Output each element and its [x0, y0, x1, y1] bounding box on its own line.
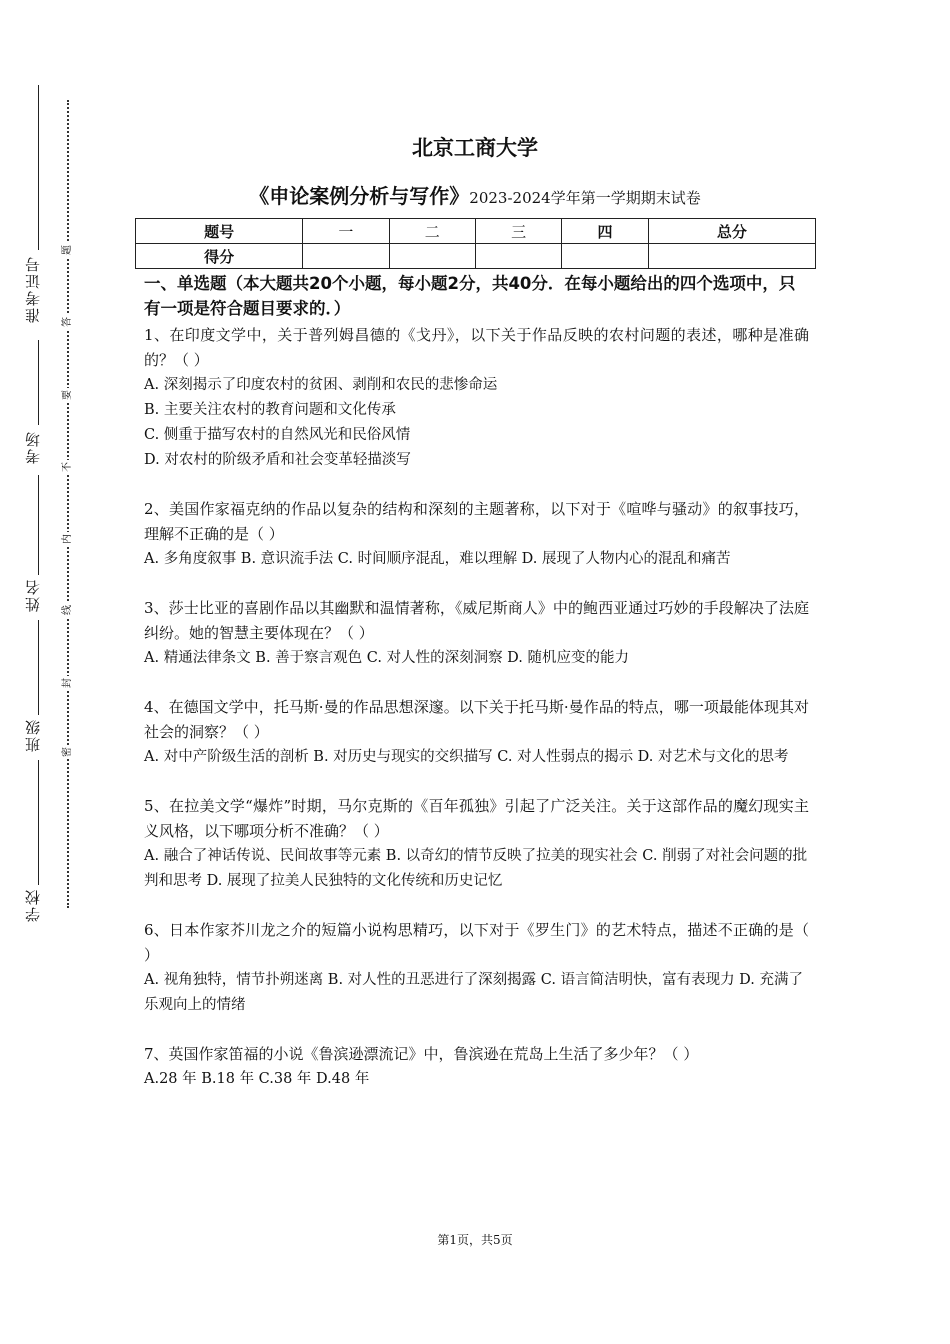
score-header-cell: 题号 [136, 219, 303, 244]
seal-dotted-line [67, 100, 69, 908]
question-stem: 1、在印度文学中，关于普列姆昌德的《戈丹》，以下关于作品反映的农村问题的表述，哪种是准确的？（ ） [144, 326, 809, 369]
term-label: 2023-2024学年第一学期期末试卷 [469, 189, 701, 207]
field-line [38, 760, 39, 885]
question-stem: 5、在拉美文学“爆炸”时期，马尔克斯的《百年孤独》引起了广泛关注。关于这部作品的魔幻现实主义风格，以下哪项分析不准确？（ ） [144, 797, 809, 840]
option: A. 对中产阶级生活的剖析 B. 对历史与现实的交织描写 C. 对人性弱点的揭示 D. 对艺术与文化的思考 [144, 749, 789, 765]
option: A. 融合了神话传说、民间故事等元素 B. 以奇幻的情节反映了拉美的现实社会 C. 削弱了对社会问题的批判和思考 D. 展现了拉美人民独特的文化传统和历史记忆 [144, 848, 808, 889]
score-header-cell: 总分 [648, 219, 815, 244]
seal-char: 内 [62, 534, 73, 544]
question-3 [144, 596, 809, 671]
score-cell [562, 244, 648, 269]
question-1 [144, 323, 809, 473]
option: A. 多角度叙事 B. 意识流手法 C. 时间顺序混乱，难以理解 D. 展现了人物内心的混乱和痛苦 [144, 551, 731, 567]
score-header-cell: 四 [562, 219, 648, 244]
section-title: 一、单选题（本大题共20个小题，每小题2分，共40分．在每小题给出的四个选项中，只有一项是符合题目要求的．） [144, 274, 796, 318]
question-stem: 2、美国作家福克纳的作品以复杂的结构和深刻的主题著称，以下对于《喧哗与骚动》的叙事技巧，理解不正确的是（ ） [144, 500, 809, 543]
field-line [38, 620, 39, 715]
question-stem: 4、在德国文学中，托马斯·曼的作品思想深邃。以下关于托马斯·曼作品的特点，哪一项最能体现其对社会的洞察？（ ） [144, 698, 809, 741]
score-cell [303, 244, 389, 269]
score-header-cell: 一 [303, 219, 389, 244]
option: A. 视角独特，情节扑朔迷离 B. 对人性的丑恶进行了深刻揭露 C. 语言简洁明快，富有表现力 D. 充满了乐观向上的情绪 [144, 972, 804, 1013]
page-footer: 第1页，共5页 [437, 1233, 513, 1247]
option: A. 深刻揭示了印度农村的贫困、剥削和农民的悲惨命运 [144, 377, 498, 393]
option: D. 对农村的阶级矛盾和社会变革轻描淡写 [144, 452, 411, 468]
field-line [38, 85, 39, 250]
score-row-label: 得分 [136, 244, 303, 269]
field-class-label: 班级 [24, 718, 42, 752]
question-stem: 3、莎士比亚的喜剧作品以其幽默和温情著称，《威尼斯商人》中的鲍西亚通过巧妙的手段解决了法庭纠纷。她的智慧主要体现在？（ ） [144, 599, 809, 642]
university-title: 北京工商大学 [412, 136, 538, 160]
seal-char: 封 [62, 678, 73, 688]
question-5 [144, 794, 809, 894]
field-school-label: 学校 [24, 888, 42, 922]
score-header-row [136, 219, 816, 244]
option: A. 精通法律条文 B. 善于察言观色 C. 对人性的深刻洞察 D. 随机应变的能力 [144, 650, 630, 666]
field-line [38, 475, 39, 575]
score-header-cell: 三 [475, 219, 561, 244]
score-header-cell: 二 [389, 219, 475, 244]
option: A.28 年 B.18 年 C.38 年 D.48 年 [144, 1071, 370, 1087]
course-title: 《申论案例分析与写作》 [249, 184, 470, 208]
option: C. 侧重于描写农村的自然风光和民俗风情 [144, 427, 411, 443]
question-stem: 7、英国作家笛福的小说《鲁滨逊漂流记》中，鲁滨逊在荒岛上生活了多少年？（ ） [144, 1045, 699, 1063]
seal-char: 不 [62, 462, 73, 472]
exam-content [144, 271, 809, 1116]
field-exam-id-label: 准考证号 [24, 255, 42, 323]
seal-char: 答 [62, 317, 73, 327]
score-cell [389, 244, 475, 269]
field-exam-room-label: 考场 [24, 430, 42, 464]
score-cell [475, 244, 561, 269]
score-value-row [136, 244, 816, 269]
seal-char: 密 [62, 747, 73, 757]
question-2 [144, 497, 809, 572]
field-name-label: 姓名 [24, 578, 42, 612]
exam-subtitle [0, 180, 950, 209]
seal-char: 要 [62, 390, 73, 400]
seal-char: 线 [62, 605, 73, 615]
seal-char: 题 [62, 245, 73, 255]
question-7 [144, 1042, 809, 1092]
score-cell [648, 244, 815, 269]
option: B. 主要关注农村的教育问题和文化传承 [144, 402, 396, 418]
question-stem: 6、日本作家芥川龙之介的短篇小说构思精巧，以下对于《罗生门》的艺术特点，描述不正确的是（ ） [144, 921, 809, 964]
field-line [38, 340, 39, 425]
question-6 [144, 918, 809, 1018]
question-4 [144, 695, 809, 770]
score-table [135, 218, 816, 269]
